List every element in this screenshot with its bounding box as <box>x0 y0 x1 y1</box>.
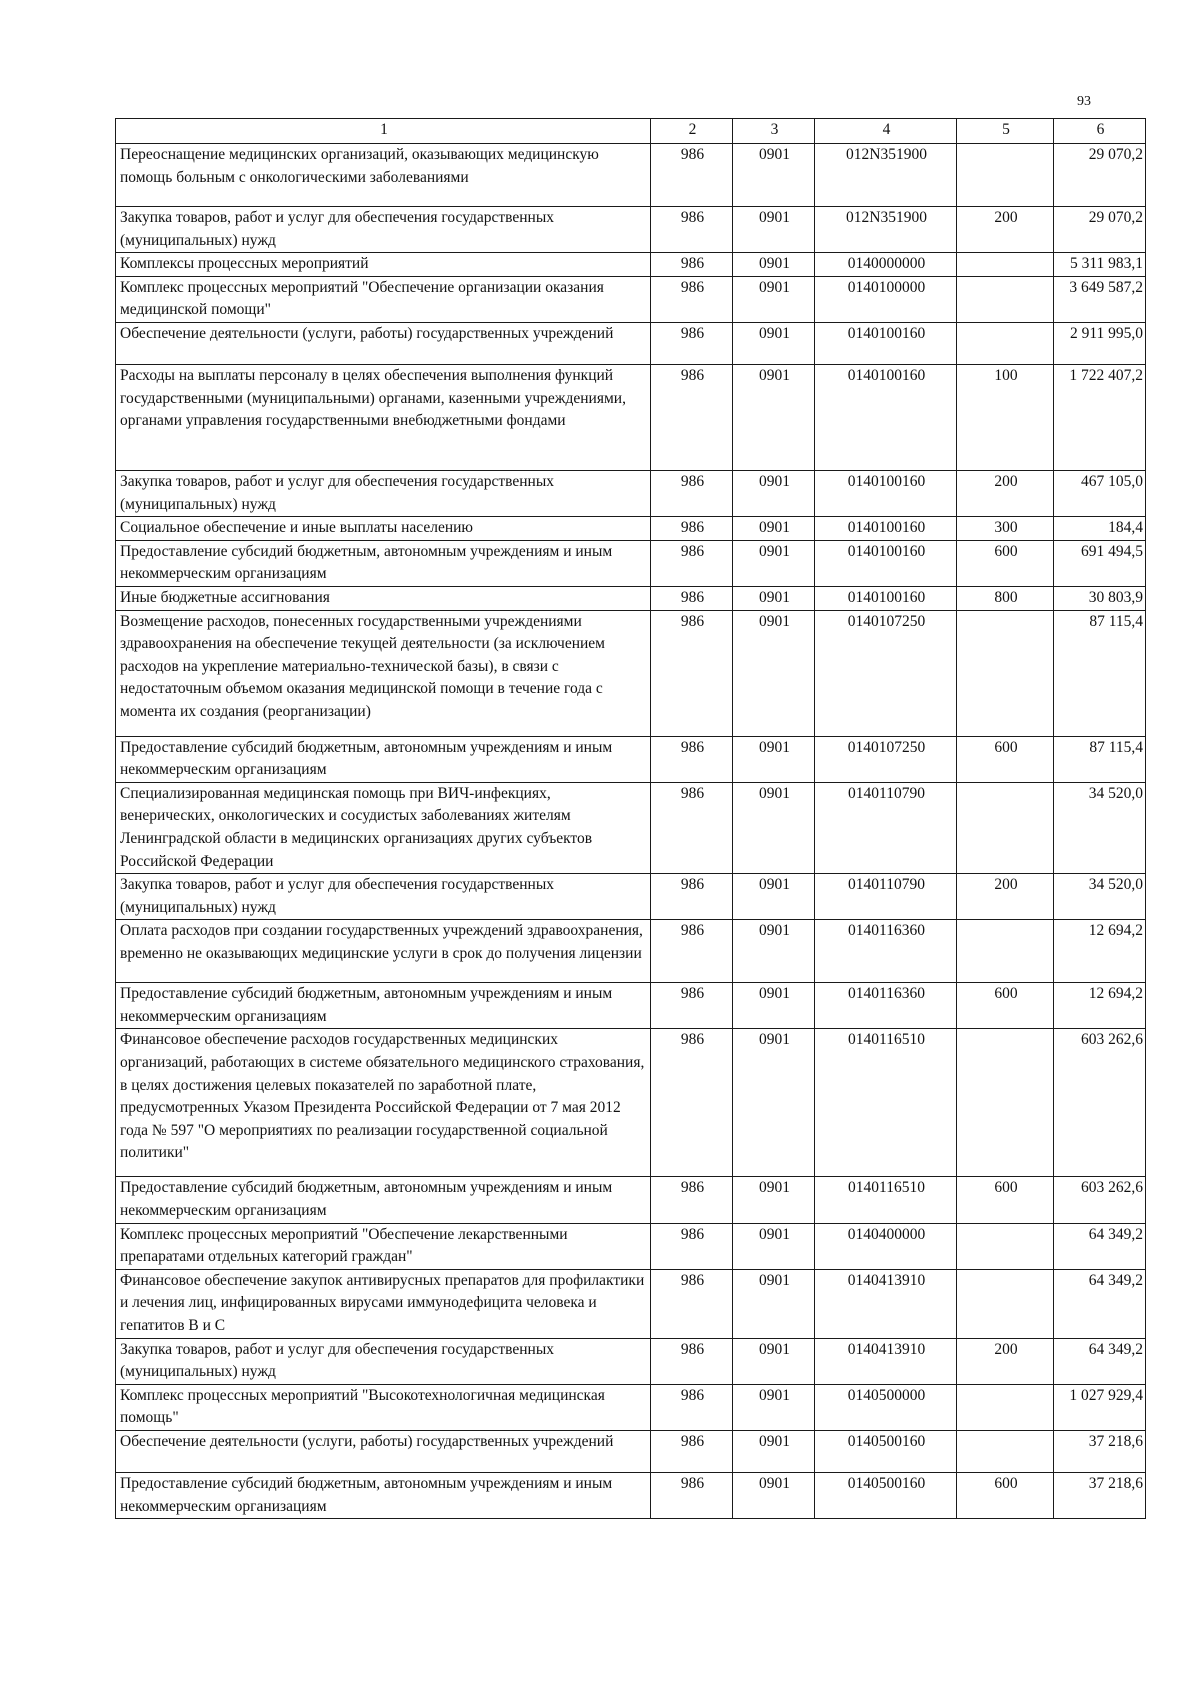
row-target-article-cell: 0140116360 <box>815 920 957 983</box>
row-ved-cell: 986 <box>651 276 733 322</box>
row-section-cell: 0901 <box>733 1338 815 1384</box>
row-amount-cell: 184,4 <box>1054 517 1146 541</box>
row-section-cell: 0901 <box>733 364 815 470</box>
table-row <box>116 1384 1146 1430</box>
row-amount-cell: 1 027 929,4 <box>1054 1384 1146 1430</box>
row-ved-cell: 986 <box>651 144 733 207</box>
table-row <box>116 144 1146 207</box>
header-cell: 5 <box>957 119 1054 144</box>
row-expense-type-cell <box>957 782 1054 873</box>
row-name-cell: Обеспечение деятельности (услуги, работы) государственных учреждений <box>116 1431 651 1473</box>
row-ved-cell: 986 <box>651 1384 733 1430</box>
row-ved-cell: 986 <box>651 586 733 610</box>
row-name-cell: Расходы на выплаты персоналу в целях обеспечения выполнения функций государственными (муниципальными) органами, казенными учреждениями, органами управления государственными внебюджетными фондами <box>116 364 651 470</box>
row-name-cell: Комплекс процессных мероприятий "Обеспечение организации оказания медицинской помощи" <box>116 276 651 322</box>
row-target-article-cell: 0140400000 <box>815 1223 957 1269</box>
row-expense-type-cell <box>957 1384 1054 1430</box>
row-target-article-cell: 0140000000 <box>815 253 957 277</box>
header-cell: 3 <box>733 119 815 144</box>
row-amount-cell: 87 115,4 <box>1054 736 1146 782</box>
row-section-cell: 0901 <box>733 1177 815 1223</box>
header-cell: 2 <box>651 119 733 144</box>
row-section-cell: 0901 <box>733 1384 815 1430</box>
row-amount-cell: 603 262,6 <box>1054 1029 1146 1177</box>
row-amount-cell: 691 494,5 <box>1054 540 1146 586</box>
row-name-cell: Специализированная медицинская помощь при ВИЧ-инфекциях, венерических, онкологических и сосудистых заболеваниях жителям Ленинградской области в медицинских организациях других субъектов Российской Федерации <box>116 782 651 873</box>
row-expense-type-cell: 800 <box>957 586 1054 610</box>
row-amount-cell: 29 070,2 <box>1054 144 1146 207</box>
row-expense-type-cell <box>957 610 1054 736</box>
row-name-cell: Предоставление субсидий бюджетным, автономным учреждениям и иным некоммерческим организациям <box>116 1473 651 1519</box>
row-ved-cell: 986 <box>651 1473 733 1519</box>
row-target-article-cell: 0140100160 <box>815 517 957 541</box>
row-ved-cell: 986 <box>651 364 733 470</box>
row-name-cell: Закупка товаров, работ и услуг для обеспечения государственных (муниципальных) нужд <box>116 470 651 516</box>
row-expense-type-cell: 200 <box>957 207 1054 253</box>
row-ved-cell: 986 <box>651 470 733 516</box>
row-section-cell: 0901 <box>733 144 815 207</box>
row-section-cell: 0901 <box>733 1473 815 1519</box>
row-ved-cell: 986 <box>651 920 733 983</box>
row-target-article-cell: 0140100160 <box>815 322 957 364</box>
row-expense-type-cell: 600 <box>957 540 1054 586</box>
row-amount-cell: 467 105,0 <box>1054 470 1146 516</box>
table-row <box>116 1269 1146 1338</box>
row-name-cell: Финансовое обеспечение расходов государственных медицинских организаций, работающих в системе обязательного медицинского страхования, в целях достижения целевых показателей по заработной плате, предусмотренных Указом Президента Российской Федерации от 7 мая 2012 года № 597 "О мероприятиях по реализации государственной социальной политики" <box>116 1029 651 1177</box>
row-ved-cell: 986 <box>651 1177 733 1223</box>
row-ved-cell: 986 <box>651 540 733 586</box>
table-row <box>116 207 1146 253</box>
row-section-cell: 0901 <box>733 736 815 782</box>
row-amount-cell: 2 911 995,0 <box>1054 322 1146 364</box>
row-expense-type-cell: 600 <box>957 1473 1054 1519</box>
row-expense-type-cell: 600 <box>957 736 1054 782</box>
row-amount-cell: 1 722 407,2 <box>1054 364 1146 470</box>
table-row <box>116 1338 1146 1384</box>
row-target-article-cell: 0140116510 <box>815 1029 957 1177</box>
table-row <box>116 920 1146 983</box>
row-target-article-cell: 0140500160 <box>815 1431 957 1473</box>
row-expense-type-cell: 200 <box>957 1338 1054 1384</box>
row-section-cell: 0901 <box>733 207 815 253</box>
table-row <box>116 364 1146 470</box>
row-target-article-cell: 0140110790 <box>815 874 957 920</box>
row-section-cell: 0901 <box>733 470 815 516</box>
table-row <box>116 1223 1146 1269</box>
row-name-cell: Оплата расходов при создании государственных учреждений здравоохранения, временно не оказывающих медицинские услуги в срок до получения лицензии <box>116 920 651 983</box>
table-row <box>116 1431 1146 1473</box>
row-expense-type-cell: 200 <box>957 874 1054 920</box>
row-target-article-cell: 0140116510 <box>815 1177 957 1223</box>
table-row <box>116 610 1146 736</box>
row-name-cell: Предоставление субсидий бюджетным, автономным учреждениям и иным некоммерческим организациям <box>116 983 651 1029</box>
table-row <box>116 322 1146 364</box>
row-ved-cell: 986 <box>651 1029 733 1177</box>
row-expense-type-cell <box>957 1223 1054 1269</box>
row-section-cell: 0901 <box>733 920 815 983</box>
row-expense-type-cell <box>957 253 1054 277</box>
budget-table <box>115 118 1146 1519</box>
row-amount-cell: 5 311 983,1 <box>1054 253 1146 277</box>
row-ved-cell: 986 <box>651 1223 733 1269</box>
row-expense-type-cell <box>957 276 1054 322</box>
row-amount-cell: 64 349,2 <box>1054 1223 1146 1269</box>
row-amount-cell: 64 349,2 <box>1054 1338 1146 1384</box>
row-section-cell: 0901 <box>733 782 815 873</box>
row-ved-cell: 986 <box>651 207 733 253</box>
row-amount-cell: 34 520,0 <box>1054 874 1146 920</box>
row-target-article-cell: 0140100000 <box>815 276 957 322</box>
row-expense-type-cell <box>957 144 1054 207</box>
row-target-article-cell: 0140100160 <box>815 586 957 610</box>
row-ved-cell: 986 <box>651 983 733 1029</box>
row-section-cell: 0901 <box>733 1269 815 1338</box>
row-name-cell: Комплексы процессных мероприятий <box>116 253 651 277</box>
row-name-cell: Комплекс процессных мероприятий "Высокотехнологичная медицинская помощь" <box>116 1384 651 1430</box>
row-target-article-cell: 0140116360 <box>815 983 957 1029</box>
row-target-article-cell: 012N351900 <box>815 144 957 207</box>
table-row <box>116 1177 1146 1223</box>
header-cell: 6 <box>1054 119 1146 144</box>
row-amount-cell: 30 803,9 <box>1054 586 1146 610</box>
row-section-cell: 0901 <box>733 1223 815 1269</box>
row-ved-cell: 986 <box>651 736 733 782</box>
row-name-cell: Закупка товаров, работ и услуг для обеспечения государственных (муниципальных) нужд <box>116 1338 651 1384</box>
row-name-cell: Комплекс процессных мероприятий "Обеспечение лекарственными препаратами отдельных категорий граждан" <box>116 1223 651 1269</box>
row-target-article-cell: 0140500160 <box>815 1473 957 1519</box>
row-expense-type-cell: 100 <box>957 364 1054 470</box>
row-name-cell: Возмещение расходов, понесенных государственными учреждениями здравоохранения на обеспечение текущей деятельности (за исключением расходов на укрепление материально-технической базы), в связи с недостаточным объемом оказания медицинской помощи в течение года с момента их создания (реорганизации) <box>116 610 651 736</box>
row-name-cell: Финансовое обеспечение закупок антивирусных препаратов для профилактики и лечения лиц, инфицированных вирусами иммунодефицита человека и гепатитов В и С <box>116 1269 651 1338</box>
row-name-cell: Предоставление субсидий бюджетным, автономным учреждениям и иным некоммерческим организациям <box>116 736 651 782</box>
row-expense-type-cell: 200 <box>957 470 1054 516</box>
row-name-cell: Переоснащение медицинских организаций, оказывающих медицинскую помощь больным с онкологическими заболеваниями <box>116 144 651 207</box>
row-amount-cell: 34 520,0 <box>1054 782 1146 873</box>
table-row <box>116 736 1146 782</box>
row-expense-type-cell: 600 <box>957 983 1054 1029</box>
table-row <box>116 1029 1146 1177</box>
row-ved-cell: 986 <box>651 253 733 277</box>
row-amount-cell: 12 694,2 <box>1054 983 1146 1029</box>
row-section-cell: 0901 <box>733 586 815 610</box>
row-expense-type-cell <box>957 1269 1054 1338</box>
row-ved-cell: 986 <box>651 1269 733 1338</box>
table-row <box>116 276 1146 322</box>
row-name-cell: Предоставление субсидий бюджетным, автономным учреждениям и иным некоммерческим организациям <box>116 540 651 586</box>
row-ved-cell: 986 <box>651 874 733 920</box>
row-ved-cell: 986 <box>651 1431 733 1473</box>
row-name-cell: Закупка товаров, работ и услуг для обеспечения государственных (муниципальных) нужд <box>116 874 651 920</box>
row-section-cell: 0901 <box>733 276 815 322</box>
row-target-article-cell: 0140107250 <box>815 610 957 736</box>
row-ved-cell: 986 <box>651 517 733 541</box>
row-amount-cell: 64 349,2 <box>1054 1269 1146 1338</box>
row-name-cell: Закупка товаров, работ и услуг для обеспечения государственных (муниципальных) нужд <box>116 207 651 253</box>
row-section-cell: 0901 <box>733 1029 815 1177</box>
row-expense-type-cell <box>957 322 1054 364</box>
table-row <box>116 470 1146 516</box>
row-name-cell: Иные бюджетные ассигнования <box>116 586 651 610</box>
table-header-row <box>116 119 1146 144</box>
row-expense-type-cell: 600 <box>957 1177 1054 1223</box>
table-row <box>116 540 1146 586</box>
row-section-cell: 0901 <box>733 610 815 736</box>
row-name-cell: Социальное обеспечение и иные выплаты населению <box>116 517 651 541</box>
row-target-article-cell: 0140413910 <box>815 1338 957 1384</box>
table-row <box>116 517 1146 541</box>
row-target-article-cell: 0140413910 <box>815 1269 957 1338</box>
row-target-article-cell: 0140500000 <box>815 1384 957 1430</box>
header-cell: 1 <box>116 119 651 144</box>
row-section-cell: 0901 <box>733 322 815 364</box>
row-target-article-cell: 0140100160 <box>815 470 957 516</box>
table-row <box>116 1473 1146 1519</box>
row-section-cell: 0901 <box>733 540 815 586</box>
row-target-article-cell: 0140100160 <box>815 364 957 470</box>
row-target-article-cell: 0140100160 <box>815 540 957 586</box>
row-ved-cell: 986 <box>651 322 733 364</box>
row-ved-cell: 986 <box>651 610 733 736</box>
header-cell: 4 <box>815 119 957 144</box>
row-amount-cell: 37 218,6 <box>1054 1473 1146 1519</box>
row-expense-type-cell <box>957 920 1054 983</box>
table-row <box>116 983 1146 1029</box>
row-section-cell: 0901 <box>733 1431 815 1473</box>
row-amount-cell: 12 694,2 <box>1054 920 1146 983</box>
row-section-cell: 0901 <box>733 253 815 277</box>
row-name-cell: Предоставление субсидий бюджетным, автономным учреждениям и иным некоммерческим организациям <box>116 1177 651 1223</box>
row-target-article-cell: 0140107250 <box>815 736 957 782</box>
row-amount-cell: 87 115,4 <box>1054 610 1146 736</box>
table-row <box>116 253 1146 277</box>
row-amount-cell: 37 218,6 <box>1054 1431 1146 1473</box>
row-amount-cell: 3 649 587,2 <box>1054 276 1146 322</box>
row-ved-cell: 986 <box>651 782 733 873</box>
row-section-cell: 0901 <box>733 874 815 920</box>
row-amount-cell: 29 070,2 <box>1054 207 1146 253</box>
table-row <box>116 874 1146 920</box>
row-target-article-cell: 0140110790 <box>815 782 957 873</box>
row-name-cell: Обеспечение деятельности (услуги, работы) государственных учреждений <box>116 322 651 364</box>
row-amount-cell: 603 262,6 <box>1054 1177 1146 1223</box>
row-section-cell: 0901 <box>733 983 815 1029</box>
row-ved-cell: 986 <box>651 1338 733 1384</box>
row-expense-type-cell <box>957 1431 1054 1473</box>
row-section-cell: 0901 <box>733 517 815 541</box>
page-number: 93 <box>1077 94 1091 109</box>
row-expense-type-cell <box>957 1029 1054 1177</box>
row-expense-type-cell: 300 <box>957 517 1054 541</box>
table-row <box>116 782 1146 873</box>
table-row <box>116 586 1146 610</box>
row-target-article-cell: 012N351900 <box>815 207 957 253</box>
